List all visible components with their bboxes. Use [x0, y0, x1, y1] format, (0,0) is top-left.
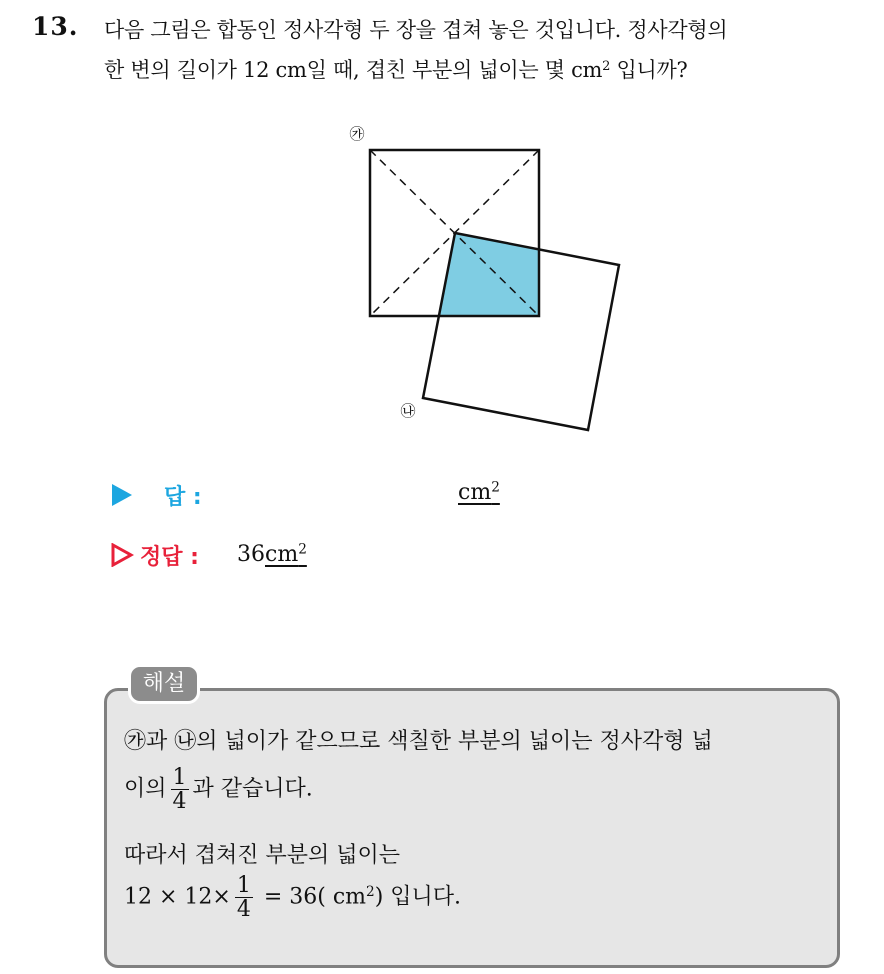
outlined-triangle-icon	[110, 543, 134, 567]
square-b	[423, 233, 619, 430]
fraction-denominator: 4	[172, 789, 187, 815]
shaded-overlap-region	[440, 233, 539, 316]
square-a	[370, 150, 539, 316]
correct-answer-unit-exponent: 2	[298, 541, 307, 558]
correct-answer-unit: cm	[265, 542, 299, 567]
explanation-line2	[124, 766, 313, 813]
explanation-formula-end: ) 입니다.	[374, 884, 462, 910]
square-a-diagonal-1	[370, 150, 539, 316]
correct-answer-value	[237, 542, 307, 567]
answer-blank-unit[interactable]	[458, 480, 500, 505]
fraction-numerator: 1	[172, 765, 187, 790]
question-text-line2-start: 한 변의 길이가 12 cm일 때, 겹친 부분의 넓이는 몇	[104, 58, 572, 82]
answer-unit: cm	[458, 480, 492, 505]
question-number: 13.	[32, 12, 79, 41]
square-a-diagonal-2	[370, 150, 539, 316]
answer-label: 답 :	[164, 485, 202, 510]
formula-fraction-numerator: 1	[236, 873, 251, 898]
explanation-formula-unit-exponent: 2	[366, 884, 375, 901]
question-text-line2-end: 입니까?	[610, 58, 688, 82]
correct-answer-number: 36	[237, 542, 265, 567]
filled-triangle-icon	[110, 483, 134, 507]
explanation-tag: 해설	[128, 664, 200, 704]
square-b-label: ㉯	[400, 402, 416, 420]
explanation-formula-unit: cm	[325, 884, 367, 910]
explanation-line2-end: 과 같습니다.	[192, 776, 313, 802]
explanation-line1: ㉮과 ㉯의 넓이가 같으므로 색칠한 부분의 넓이는 정사각형 넓	[124, 729, 713, 754]
explanation-formula-result: = 36(	[256, 884, 326, 910]
fraction-one-quarter	[171, 766, 189, 813]
question-text-line1: 다음 그림은 합동인 정사각형 두 장을 겹쳐 놓은 것입니다. 정사각형의	[104, 18, 728, 42]
explanation-formula-start: 12 × 12×	[124, 884, 231, 910]
explanation-line3: 따라서 겹쳐진 부분의 넓이는	[124, 843, 401, 868]
question-text-line2	[104, 54, 687, 84]
explanation-line2-start: 이의	[124, 776, 167, 802]
answer-row	[110, 480, 202, 511]
formula-fraction-denominator: 4	[236, 897, 251, 923]
question-unit: cm	[571, 58, 603, 82]
square-a-label: ㉮	[349, 125, 365, 143]
answer-unit-exponent: 2	[491, 479, 500, 496]
correct-answer-row	[110, 540, 199, 571]
correct-answer-label: 정답 :	[140, 545, 199, 570]
fraction-one-quarter-formula	[235, 874, 253, 921]
explanation-line4	[124, 874, 461, 921]
question-unit-exponent: 2	[602, 58, 611, 74]
